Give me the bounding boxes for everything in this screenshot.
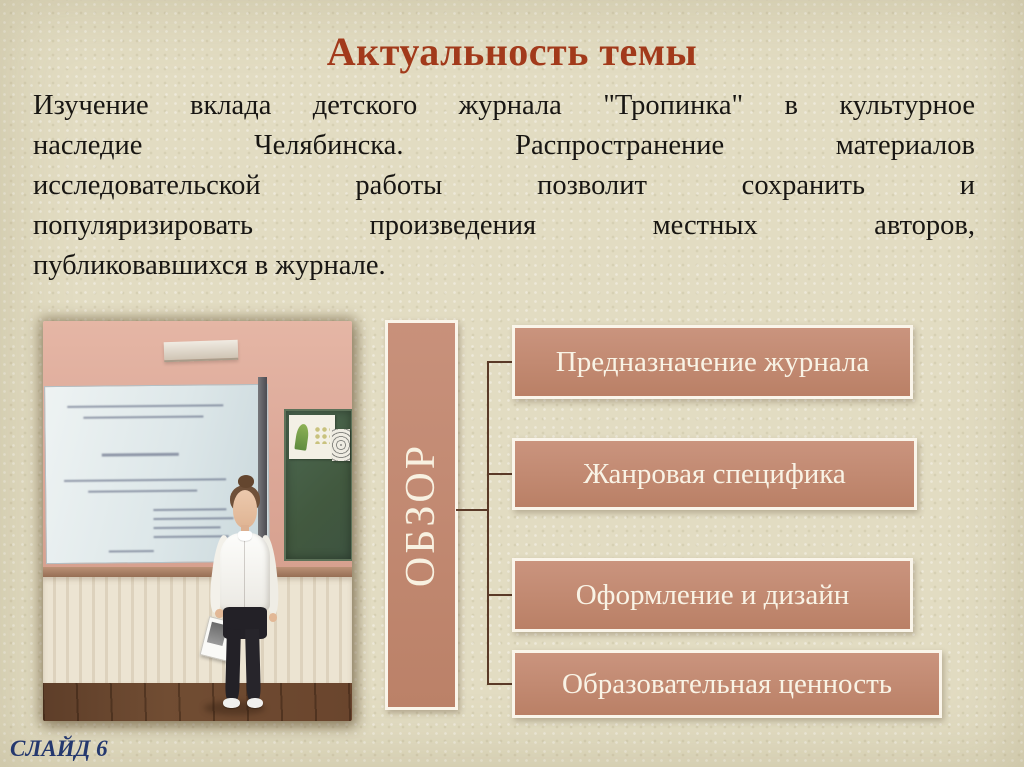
- girl-right-shoe: [247, 698, 263, 708]
- diagram-branch-box: Оформление и дизайн: [512, 558, 913, 632]
- slide-number-label: СЛАЙД 6: [10, 736, 108, 761]
- girl-head: [233, 490, 257, 528]
- diagram-root-box: [385, 320, 458, 710]
- body-paragraph: [33, 86, 975, 286]
- rings-poster: [332, 429, 351, 461]
- poster-plant-art: [294, 423, 309, 451]
- connector-branch-line: [487, 361, 513, 363]
- body-line: публиковавшихся в журнале.: [33, 250, 386, 281]
- diagram-branch-box: Жанровая специфика: [512, 438, 917, 510]
- girl-right-hand: [269, 613, 277, 622]
- screen-text-line: [153, 535, 229, 538]
- screen-text-line: [153, 508, 226, 511]
- screen-text-line: [63, 479, 225, 483]
- blouse-button-placket: [244, 537, 245, 607]
- body-line: Изучение вклада детского журнала "Тропинка" в культурное: [33, 90, 975, 121]
- girl-right-leg: [245, 629, 261, 701]
- screen-text-line: [153, 526, 220, 529]
- connector-root-stub-line: [456, 509, 488, 511]
- screen-text-line: [109, 550, 154, 552]
- girl-left-shoe: [223, 698, 239, 708]
- diagram-root-label: ОБЗОР: [398, 442, 445, 588]
- wood-floor: [43, 683, 352, 721]
- screen-text-line: [153, 517, 233, 520]
- diagram-branch-box: Предназначение журнала: [512, 325, 913, 399]
- body-line: наследие Челябинска. Распространение материалов: [33, 130, 975, 161]
- girl-left-leg: [225, 629, 241, 701]
- poster-dots: [314, 426, 330, 444]
- screen-text-line: [67, 405, 223, 409]
- screen-text-line: [101, 453, 179, 457]
- body-line: исследовательской работы позволит сохранить и: [33, 170, 975, 201]
- ceiling-light-fixture: [163, 340, 238, 363]
- screen-text-line: [88, 489, 197, 492]
- diagram-branch-box: Образовательная ценность: [512, 650, 942, 718]
- wainscot-rail: [43, 567, 352, 577]
- connector-branch-line: [487, 594, 513, 596]
- screen-text-line: [83, 415, 203, 418]
- body-line: популяризировать произведения местных авторов,: [33, 210, 975, 241]
- classroom-photo: [43, 321, 352, 721]
- connector-branch-line: [487, 683, 513, 685]
- wall-poster: [289, 415, 335, 459]
- slide-title: Актуальность темы: [326, 29, 698, 74]
- wainscot-paneling: [43, 577, 352, 683]
- connector-trunk-line: [487, 361, 489, 685]
- connector-branch-line: [487, 473, 513, 475]
